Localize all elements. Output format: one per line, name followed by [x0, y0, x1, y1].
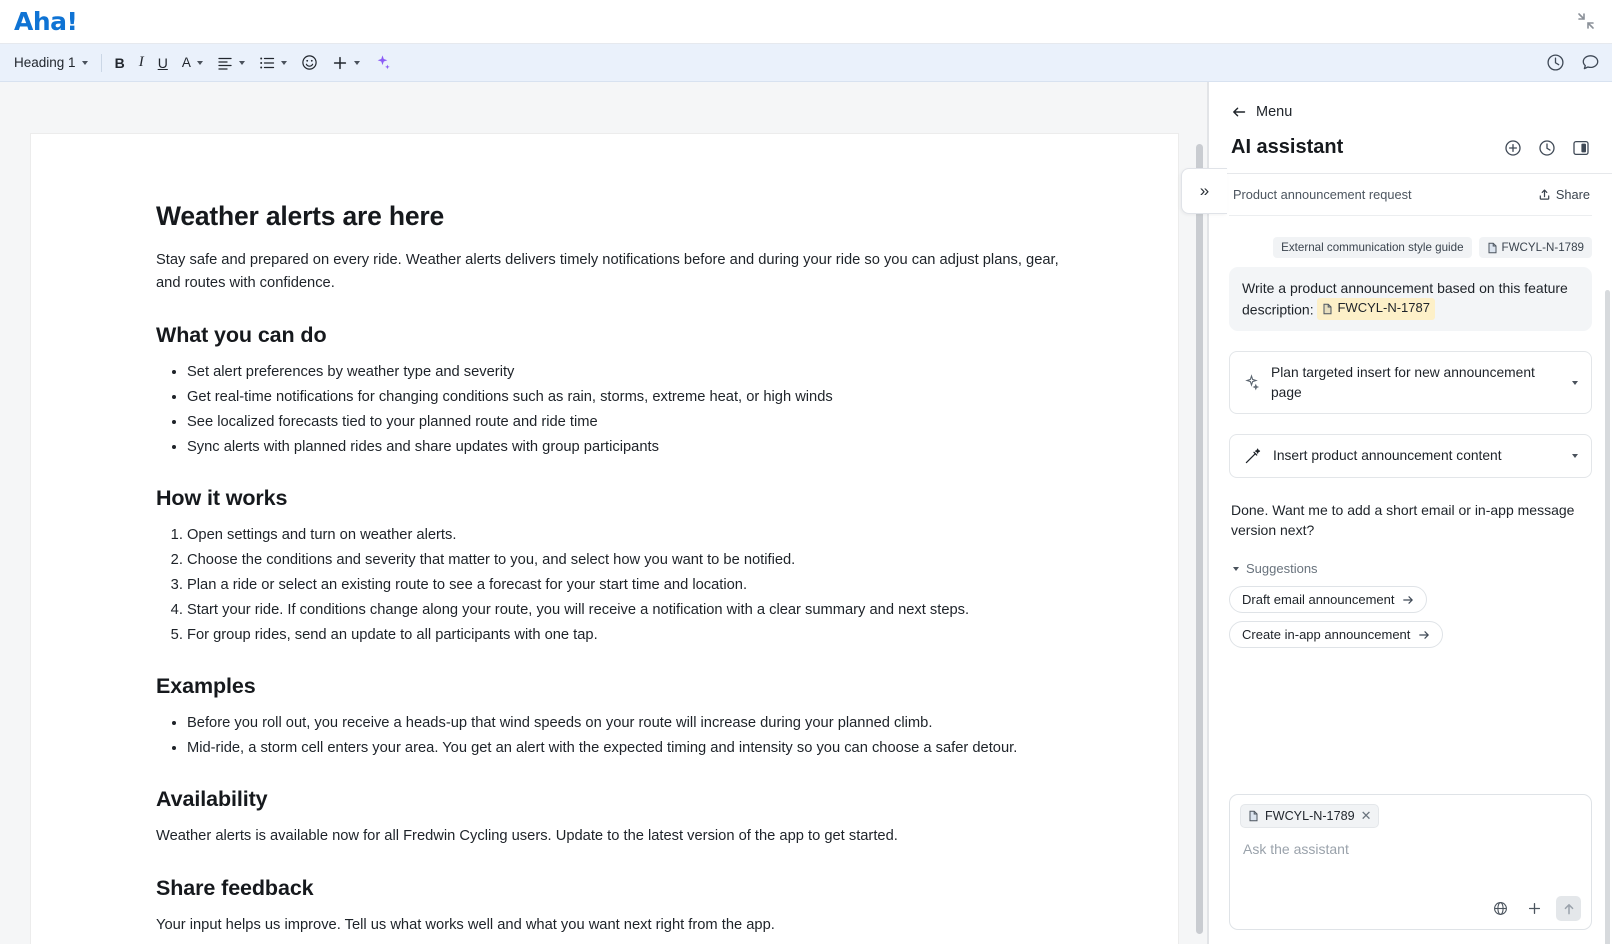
assistant-composer[interactable] [1229, 794, 1592, 930]
list-item: 3. Plan a ride or select an existing route to see a forecast for your start time and location. [187, 574, 1086, 596]
editor-toolbar [0, 44, 1612, 82]
conversation-area [1209, 174, 1612, 784]
bulleted-list-icon [259, 55, 275, 71]
chevron-down-icon [281, 61, 287, 65]
suggestions-list [1229, 586, 1592, 648]
document-pane [0, 82, 1208, 944]
context-chip-style-guide[interactable] [1273, 237, 1471, 258]
conversation-header [1229, 174, 1592, 216]
composer-chip-label: FWCYL-N-1789 [1265, 809, 1355, 823]
history-icon[interactable] [1546, 53, 1565, 72]
list-item: 1. Open settings and turn on weather alerts. [187, 524, 1086, 546]
list-item: 4. Start your ride. If conditions change along your route, you will receive a notification with a clear summary and next steps. [187, 599, 1086, 621]
sparkle-icon [374, 54, 391, 71]
document-title: Weather alerts are here [156, 201, 445, 231]
section-list [156, 712, 1086, 759]
comment-icon[interactable] [1581, 53, 1600, 72]
composer-context-chip[interactable] [1240, 804, 1379, 828]
assistant-menu-back[interactable] [1209, 82, 1612, 120]
underline-button[interactable]: U [157, 54, 168, 71]
list-item: • Before you roll out, you receive a heads-up that wind speeds on your route will increase during your planned climb. [187, 712, 1086, 734]
document-scroll-area[interactable] [0, 82, 1208, 944]
list-item: 5. For group rides, send an update to all participants with one tap. [187, 624, 1086, 646]
suggestion-label: Draft email announcement [1242, 592, 1395, 608]
assistant-header [1209, 120, 1612, 173]
section-heading: Examples [156, 673, 256, 698]
chevron-down-icon [1233, 567, 1239, 571]
section-heading: Share feedback [156, 875, 314, 900]
paragraph-style-dropdown[interactable] [8, 49, 94, 77]
section-heading: What you can do [156, 322, 327, 347]
assistant-step-plan[interactable] [1229, 351, 1592, 414]
context-chip-label: External communication style guide [1281, 241, 1464, 254]
text-color-button[interactable] [176, 49, 209, 77]
list-item: • Sync alerts with planned rides and share updates with group participants [187, 436, 1086, 458]
insert-button[interactable] [326, 49, 366, 77]
arrow-left-icon [1231, 104, 1247, 120]
step-label: Plan targeted insert for new announcement page [1271, 365, 1535, 400]
emoji-button[interactable] [295, 49, 324, 77]
assistant-input[interactable]: Ask the assistant [1243, 841, 1349, 857]
section-list [156, 361, 1086, 458]
list-item: • Set alert preferences by weather type and severity [187, 361, 1086, 383]
user-message [1229, 267, 1592, 331]
plus-icon [332, 55, 348, 71]
list-item: • Get real-time notifications for changing conditions such as rain, storms, extreme heat, or high winds [187, 386, 1086, 408]
toolbar-divider [101, 54, 102, 72]
send-button[interactable] [1556, 896, 1581, 921]
expand-panel-button[interactable] [1181, 168, 1227, 214]
toolbar-right-actions [1546, 53, 1600, 72]
document-icon [1322, 303, 1333, 315]
document-icon [1487, 242, 1498, 254]
collapse-icon[interactable] [1576, 11, 1596, 31]
panel-layout-icon[interactable] [1572, 139, 1590, 157]
chevron-down-icon [354, 61, 360, 65]
chevron-double-right-icon: » [1199, 181, 1210, 200]
context-chip-label: FWCYL-N-1789 [1501, 241, 1584, 254]
composer-actions [1240, 896, 1581, 921]
context-chip-record[interactable] [1479, 237, 1592, 258]
sparkle-icon [1243, 374, 1260, 391]
document-icon [1248, 810, 1259, 822]
paragraph-style-label: Heading 1 [14, 55, 76, 70]
magic-wand-icon [1243, 447, 1262, 466]
record-reference-tag[interactable] [1317, 298, 1434, 320]
chevron-down-icon [239, 61, 245, 65]
context-chips [1229, 237, 1592, 258]
assistant-header-actions [1504, 139, 1590, 157]
chevron-down-icon [197, 61, 203, 65]
section-heading: Availability [156, 787, 268, 812]
assistant-reply: Done. Want me to add a short email or in-app message version next? [1231, 501, 1575, 539]
ai-assistant-panel [1199, 82, 1612, 944]
add-attachment-icon[interactable] [1522, 896, 1547, 921]
list-item: 2. Choose the conditions and severity that matter to you, and select how you want to be notified. [187, 549, 1086, 571]
italic-button[interactable]: I [138, 54, 144, 70]
assistant-menu-label: Menu [1256, 104, 1293, 120]
new-conversation-icon[interactable] [1504, 139, 1522, 157]
main-body [0, 82, 1612, 944]
list-item: • Mid-ride, a storm cell enters your area. You get an alert with the expected timing and intensity so you can choose a safer detour. [187, 737, 1086, 759]
section-heading: How it works [156, 485, 288, 510]
arrow-right-icon [1402, 594, 1414, 606]
history-icon[interactable] [1538, 139, 1556, 157]
aha-logo[interactable]: Aha! [14, 7, 78, 36]
step-label: Insert product announcement content [1273, 448, 1502, 464]
top-bar [0, 0, 1612, 44]
section-list [156, 524, 1086, 646]
share-icon [1538, 188, 1551, 201]
section-paragraph: Your input helps us improve. Tell us what works well and what you want next right from the app. [156, 916, 775, 933]
document-scrollbar[interactable] [1196, 144, 1203, 934]
list-button[interactable] [253, 49, 293, 77]
chevron-down-icon[interactable] [1572, 454, 1578, 458]
text-color-label: A [181, 55, 191, 70]
share-button[interactable] [1538, 187, 1590, 202]
suggestion-label: Create in-app announcement [1242, 627, 1411, 643]
globe-icon[interactable] [1488, 896, 1513, 921]
document-page[interactable] [31, 134, 1178, 944]
bold-button[interactable]: B [114, 54, 125, 71]
suggestions-header[interactable] [1231, 561, 1592, 576]
chevron-down-icon [82, 61, 88, 65]
align-button[interactable] [211, 49, 251, 77]
user-message-text: Write a product announcement based on this feature description: [1242, 280, 1568, 318]
assistant-step-insert[interactable] [1229, 434, 1592, 478]
emoji-icon [301, 54, 318, 71]
conversation-title: Product announcement request [1233, 187, 1412, 202]
assistant-scrollbar[interactable] [1605, 290, 1610, 944]
assistant-title: AI assistant [1231, 136, 1344, 158]
chevron-down-icon[interactable] [1572, 381, 1578, 385]
suggestion-create-in-app[interactable] [1229, 621, 1443, 648]
suggestion-draft-email[interactable] [1229, 586, 1427, 613]
section-paragraph: Weather alerts is available now for all Fredwin Cycling users. Update to the latest version of the app to get started. [156, 827, 898, 844]
share-label: Share [1555, 187, 1590, 202]
record-reference-label: FWCYL-N-1787 [1337, 300, 1430, 316]
close-icon[interactable]: ✕ [1360, 808, 1372, 823]
ai-assistant-button[interactable] [368, 49, 397, 77]
list-item: • See localized forecasts tied to your planned route and ride time [187, 411, 1086, 433]
suggestions-label: Suggestions [1246, 561, 1318, 577]
arrow-right-icon [1418, 629, 1430, 641]
align-left-icon [217, 55, 233, 71]
document-intro: Stay safe and prepared on every ride. Weather alerts delivers timely notifications before and during your ride so you can adjust plans, gear, and routes with confidence. [156, 252, 1059, 291]
